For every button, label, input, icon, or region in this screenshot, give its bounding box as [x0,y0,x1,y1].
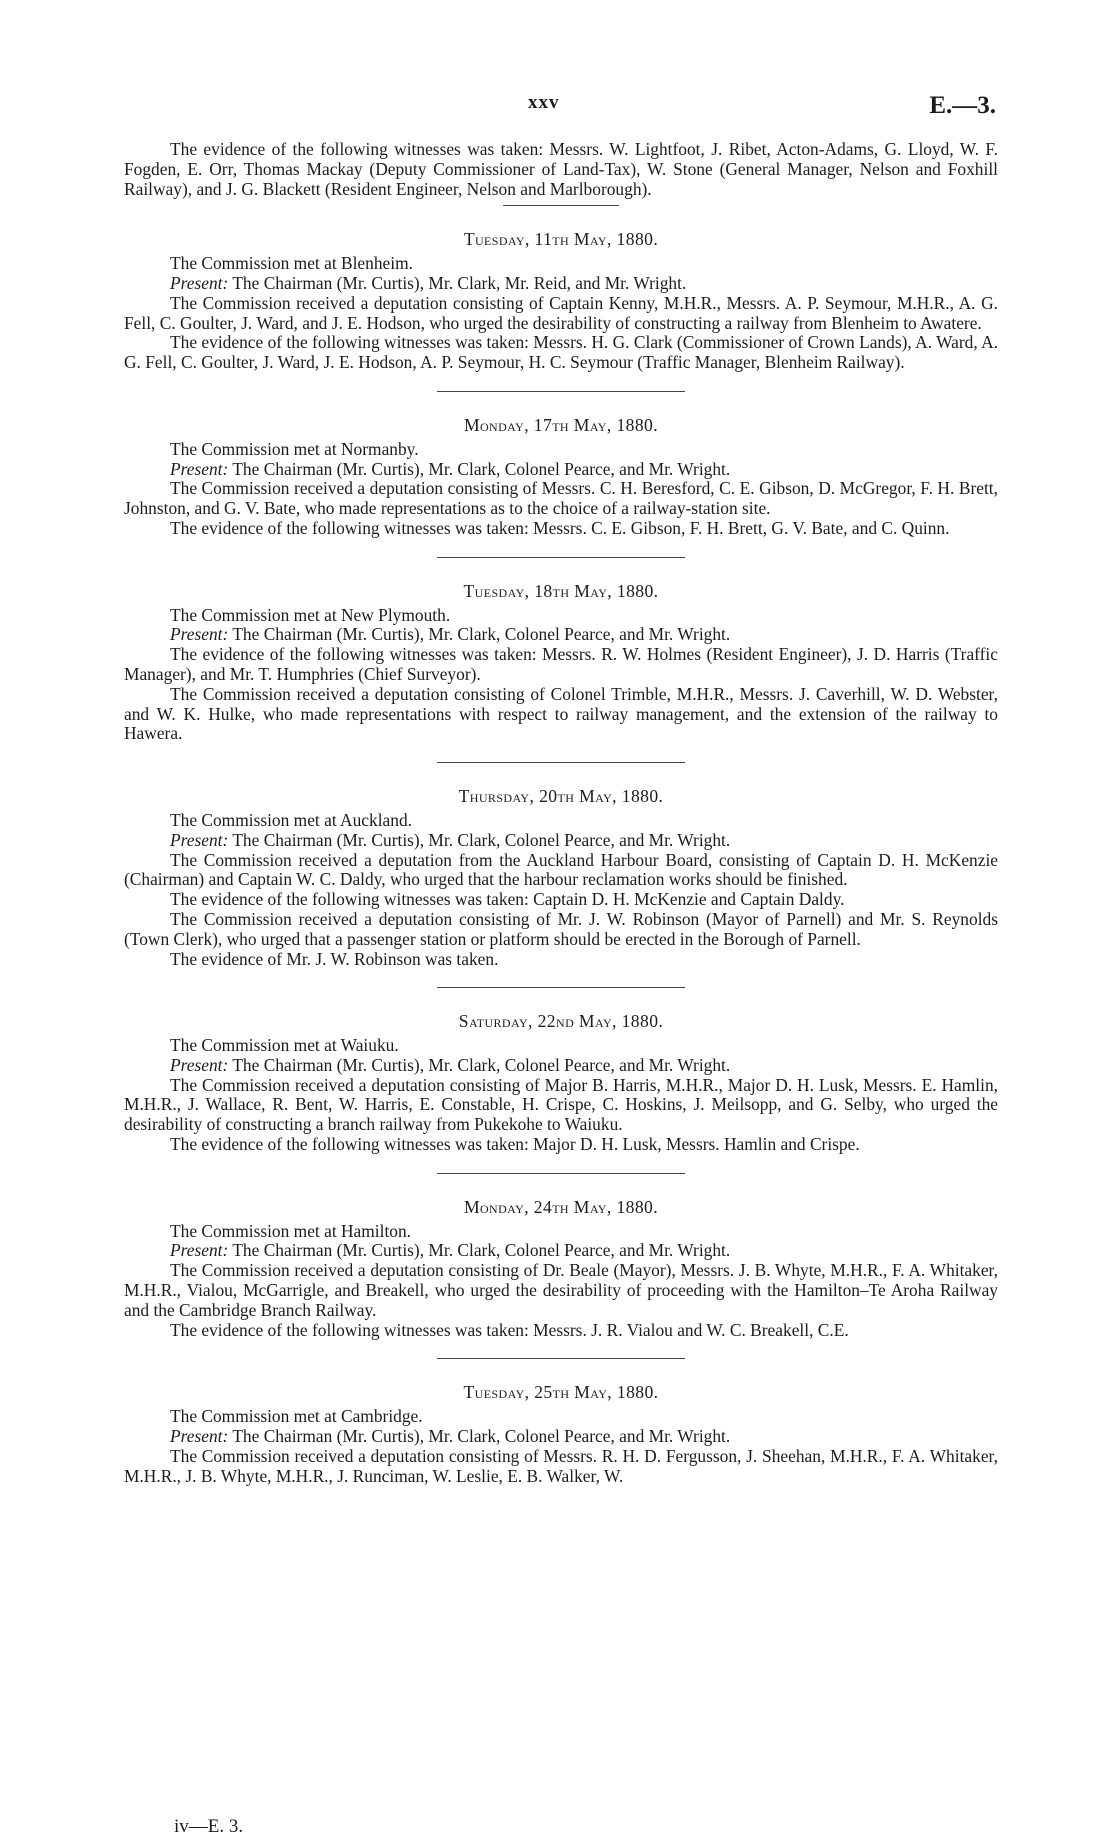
present-label: Present: [170,272,229,293]
section-divider [437,557,685,558]
section-divider [503,205,619,206]
intro-paragraph: The evidence of the following witnesses was taken: Messrs. W. Lightfoot, J. Ribet, Acton-Adams, G. Lloyd, W. F. Fogden, E. Orr, Thomas Mackay (Deputy Commissioner of Land-Tax), W. Stone (General Manager, Nelson and Foxhill Railway), and J. G. Blackett (Resident Engineer, Nelson and Marlborough). [124,139,998,199]
session-attendance [124,1056,998,1076]
document-reference: E.—3. [929,92,996,119]
session-attendance [124,831,998,851]
page-footer-signature: iv—E. 3. [174,1816,244,1837]
present-label: Present: [170,1240,229,1261]
session-attendance [124,460,998,480]
section-divider [437,987,685,988]
present-label: Present: [170,829,229,850]
present-label: Present: [170,624,229,645]
present-list: The Chairman (Mr. Curtis), Mr. Clark, Colonel Pearce, and Mr. Wright. [228,624,731,645]
session-paragraph: The Commission received a deputation from the Auckland Harbour Board, consisting of Captain D. H. McKenzie (Chairman) and Captain W. C. Daldy, who urged that the harbour reclamation works should be finished. [124,849,998,890]
present-list: The Chairman (Mr. Curtis), Mr. Clark, Colonel Pearce, and Mr. Wright. [228,1054,731,1075]
session-location: The Commission met at Blenheim. [170,253,413,274]
session-paragraph: The evidence of the following witnesses was taken: Captain D. H. McKenzie and Captain Daldy. [170,889,845,910]
session-paragraph: The Commission received a deputation consisting of Dr. Beale (Mayor), Messrs. J. B. Whyte, M.H.R., F. A. Whitaker, M.H.R., Vialou, McGarrigle, and Breakell, who urged the desirability of proceeding with the Hamilton–Te Aroha Railway and the Cambridge Branch Railway. [124,1260,998,1320]
page-header [0,92,1114,122]
session-paragraph: The evidence of the following witnesses was taken: Messrs. C. E. Gibson, F. H. Brett, G. V. Bate, and C. Quinn. [170,517,950,538]
session-entry [124,416,998,539]
session-date: Monday, 24th May, 1880. [463,1196,659,1217]
session-date: Tuesday, 18th May, 1880. [463,580,659,601]
present-list: The Chairman (Mr. Curtis), Mr. Clark, Colonel Pearce, and Mr. Wright. [228,1240,731,1261]
section-divider [437,391,685,392]
session-paragraph: The Commission received a deputation consisting of Messrs. C. H. Beresford, C. E. Gibson, D. McGregor, F. H. Brett, Johnston, and G. V. Bate, who made representations as to the choice of a railway-station site. [124,478,998,519]
session-paragraph: The evidence of the following witnesses was taken: Major D. H. Lusk, Messrs. Hamlin and Crispe. [170,1134,860,1155]
session-date: Thursday, 20th May, 1880. [458,786,664,807]
session-entry [124,1383,998,1486]
present-list: The Chairman (Mr. Curtis), Mr. Clark, Colonel Pearce, and Mr. Wright. [228,829,731,850]
session-entry [124,582,998,744]
section-divider [437,762,685,763]
session-paragraph: The Commission received a deputation consisting of Messrs. R. H. D. Fergusson, J. Sheehan, M.H.R., F. A. Whitaker, M.H.R., J. B. Whyte, M.H.R., J. Runciman, W. Leslie, E. B. Walker, W. [124,1445,998,1486]
session-attendance [124,1241,998,1261]
section-divider [437,1358,685,1359]
session-date: Tuesday, 25th May, 1880. [463,1382,659,1403]
session-paragraph: The Commission received a deputation consisting of Colonel Trimble, M.H.R., Messrs. J. Caverhill, W. D. Webster, and W. K. Hulke, who made representations with respect to railway management, and the extension of the railway to Hawera. [124,683,998,744]
session-paragraph: The evidence of the following witnesses was taken: Messrs. H. G. Clark (Commissioner of Crown Lands), A. Ward, A. G. Fell, C. Goulter, J. Ward, J. E. Hodson, A. P. Seymour, H. C. Seymour (Traffic Manager, Blenheim Railway). [124,332,998,373]
session-paragraph: The Commission received a deputation consisting of Mr. J. W. Robinson (Mayor of Parnell) and Mr. S. Reynolds (Town Clerk), who urged that a passenger station or platform should be erected in the Borough of Parnell. [124,908,998,949]
present-label: Present: [170,458,229,479]
session-entry [124,787,998,969]
session-location: The Commission met at Hamilton. [170,1220,412,1241]
session-paragraph: The Commission received a deputation consisting of Captain Kenny, M.H.R., Messrs. A. P. Seymour, M.H.R., A. G. Fell, C. Goulter, J. Ward, and J. E. Hodson, who urged the desirability of constructing a railway from Blenheim to Awatere. [124,292,998,333]
session-attendance [124,274,998,294]
session-date: Monday, 17th May, 1880. [463,414,659,435]
present-list: The Chairman (Mr. Curtis), Mr. Clark, Colonel Pearce, and Mr. Wright. [228,458,731,479]
session-entry [124,1198,998,1341]
session-paragraph: The evidence of the following witnesses was taken: Messrs. J. R. Vialou and W. C. Breakell, C.E. [170,1319,849,1340]
present-label: Present: [170,1054,229,1075]
session-entry [124,1012,998,1155]
present-list: The Chairman (Mr. Curtis), Mr. Clark, Mr. Reid, and Mr. Wright. [228,272,687,293]
session-attendance [124,625,998,645]
session-attendance [124,1427,998,1447]
session-location: The Commission met at Waiuku. [170,1035,399,1056]
session-paragraph: The evidence of the following witnesses was taken: Messrs. R. W. Holmes (Resident Engineer), J. D. Harris (Traffic Manager), and Mr. T. Humphries (Chief Surveyor). [124,644,998,684]
session-date: Tuesday, 11th May, 1880. [463,229,659,250]
session-location: The Commission met at New Plymouth. [170,604,451,625]
section-divider [437,1173,685,1174]
session-paragraph: The evidence of Mr. J. W. Robinson was taken. [170,948,499,969]
session-location: The Commission met at Cambridge. [170,1406,423,1427]
page-number: xxv [528,92,560,113]
session-paragraph: The Commission received a deputation consisting of Major B. Harris, M.H.R., Major D. H. Lusk, Messrs. E. Hamlin, M.H.R., J. Wallace, R. Bent, W. Harris, E. Constable, H. Crispe, C. Hoskins, J. Meilsopp, and G. Selby, who urged the desirability of constructing a branch railway from Pukekohe to Waiuku. [124,1074,998,1135]
session-location: The Commission met at Auckland. [170,809,412,830]
session-date: Saturday, 22nd May, 1880. [458,1011,664,1032]
document-body [124,140,998,1486]
present-label: Present: [170,1426,229,1447]
present-list: The Chairman (Mr. Curtis), Mr. Clark, Colonel Pearce, and Mr. Wright. [228,1426,731,1447]
session-entry [124,230,998,373]
session-location: The Commission met at Normanby. [170,438,419,459]
